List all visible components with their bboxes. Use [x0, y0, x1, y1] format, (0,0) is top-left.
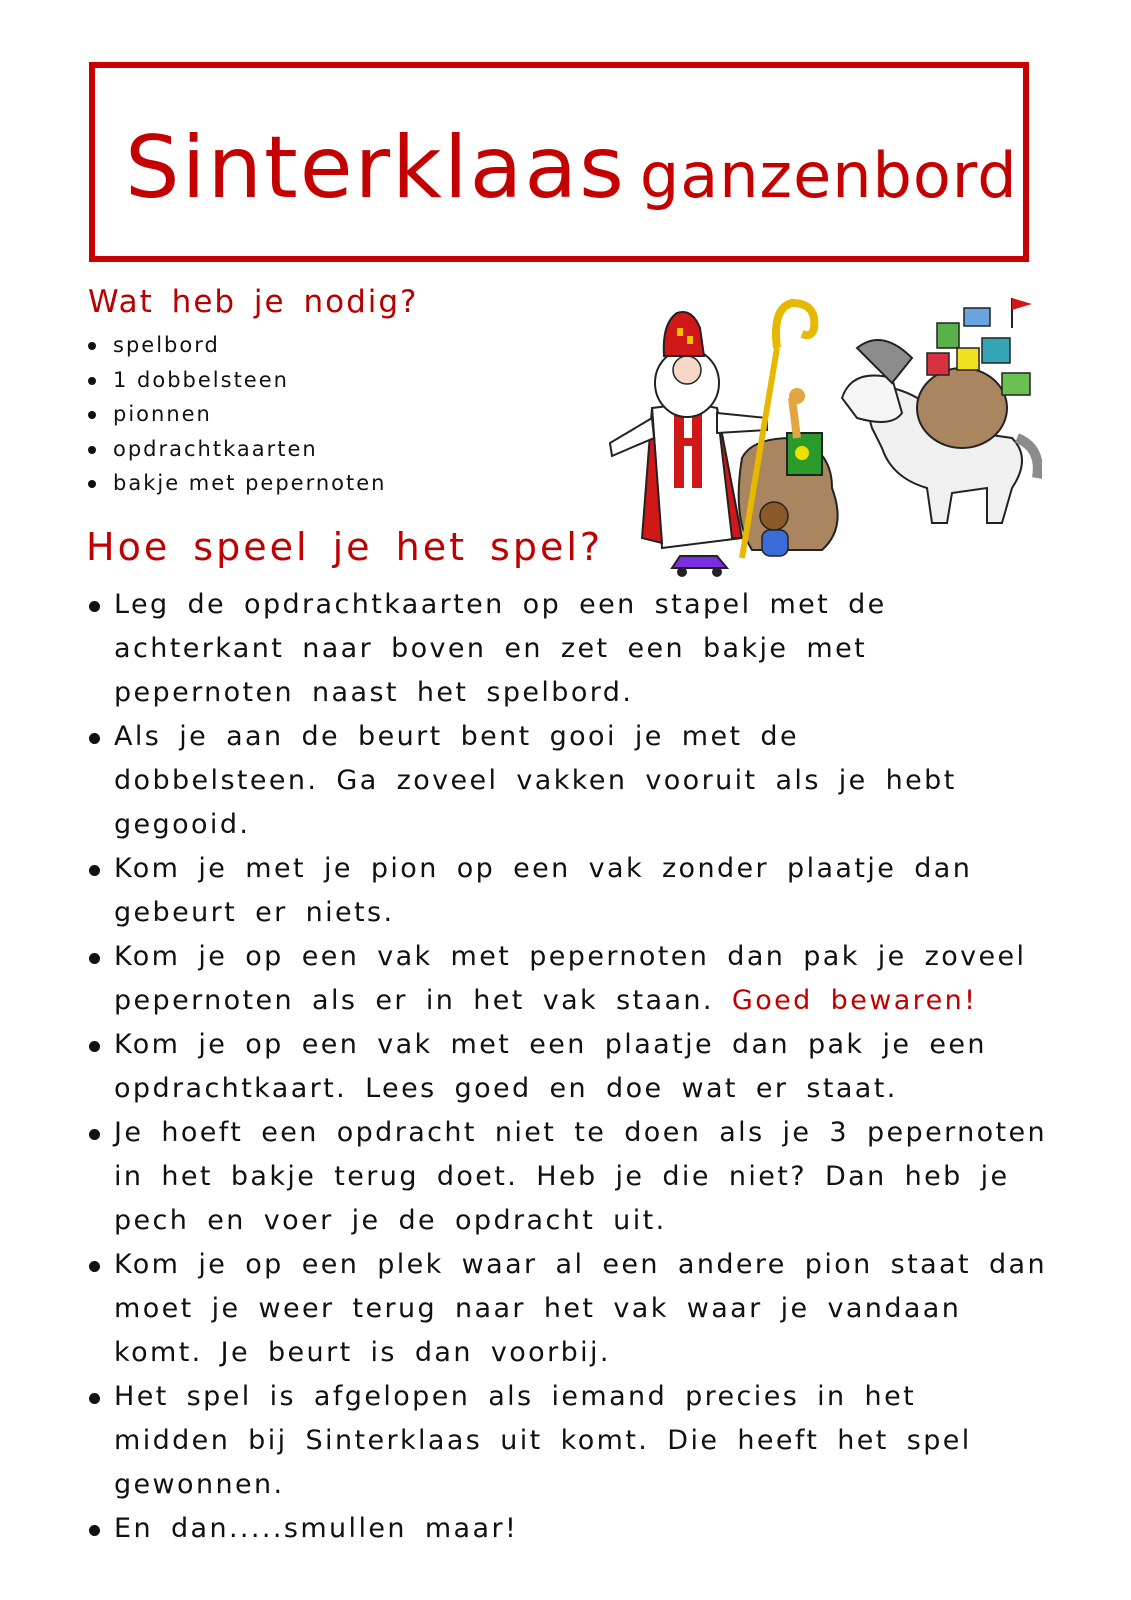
illustration: [592, 288, 1042, 588]
list-item: En dan.....smullen maar!: [88, 1507, 1058, 1551]
howto-heading: Hoe speel je het spel?: [86, 525, 604, 569]
needs-heading: Wat heb je nodig?: [88, 284, 419, 320]
list-item: Je hoeft een opdracht niet te doen als je 3 pepernoten in het bakje terug doet. Heb je die niet? Dan heb je pech en voer je de opdracht uit.: [88, 1111, 1064, 1243]
list-item: Kom je op een vak met pepernoten dan pak je zoveel pepernoten als er in het vak staan. Goed bewaren!: [88, 935, 1034, 1023]
title-box: [89, 62, 1029, 262]
list-item: spelbord: [88, 330, 386, 365]
list-item: Als je aan de beurt bent gooi je met de dobbelsteen. Ga zoveel vakken vooruit als je hebt gegooid.: [88, 715, 1014, 847]
title-main: Sinterklaas: [125, 118, 626, 218]
list-item: Kom je met je pion op een vak zonder plaatje dan gebeurt er niets.: [88, 847, 974, 935]
list-item: opdrachtkaarten: [88, 434, 386, 469]
list-item: Leg de opdrachtkaarten op een stapel met de achterkant naar boven en zet een bakje met pepernoten naast het spelbord.: [88, 583, 1049, 715]
needs-list: [88, 330, 386, 503]
list-item: Kom je op een vak met een plaatje dan pak je een opdrachtkaart. Lees goed en doe wat er staat.: [88, 1023, 994, 1111]
title-sub: ganzenbord: [639, 139, 1018, 212]
sinterklaas-icon: [610, 303, 838, 577]
page-title: [125, 118, 1018, 218]
list-item: Kom je op een plek waar al een andere pion staat dan moet je weer terug naar het vak waar je vandaan komt. Je beurt is dan voorbij.: [88, 1243, 1049, 1375]
list-item: Het spel is afgelopen als iemand precies in het midden bij Sinterklaas uit komt. Die heeft het spel gewonnen.: [88, 1375, 1049, 1507]
horse-with-presents-icon: [842, 298, 1038, 523]
rules-list: [88, 583, 1058, 1551]
list-item: 1 dobbelsteen: [88, 365, 386, 400]
list-item: bakje met pepernoten: [88, 468, 386, 503]
highlight-text: Goed bewaren!: [731, 985, 978, 1016]
list-item: pionnen: [88, 399, 386, 434]
